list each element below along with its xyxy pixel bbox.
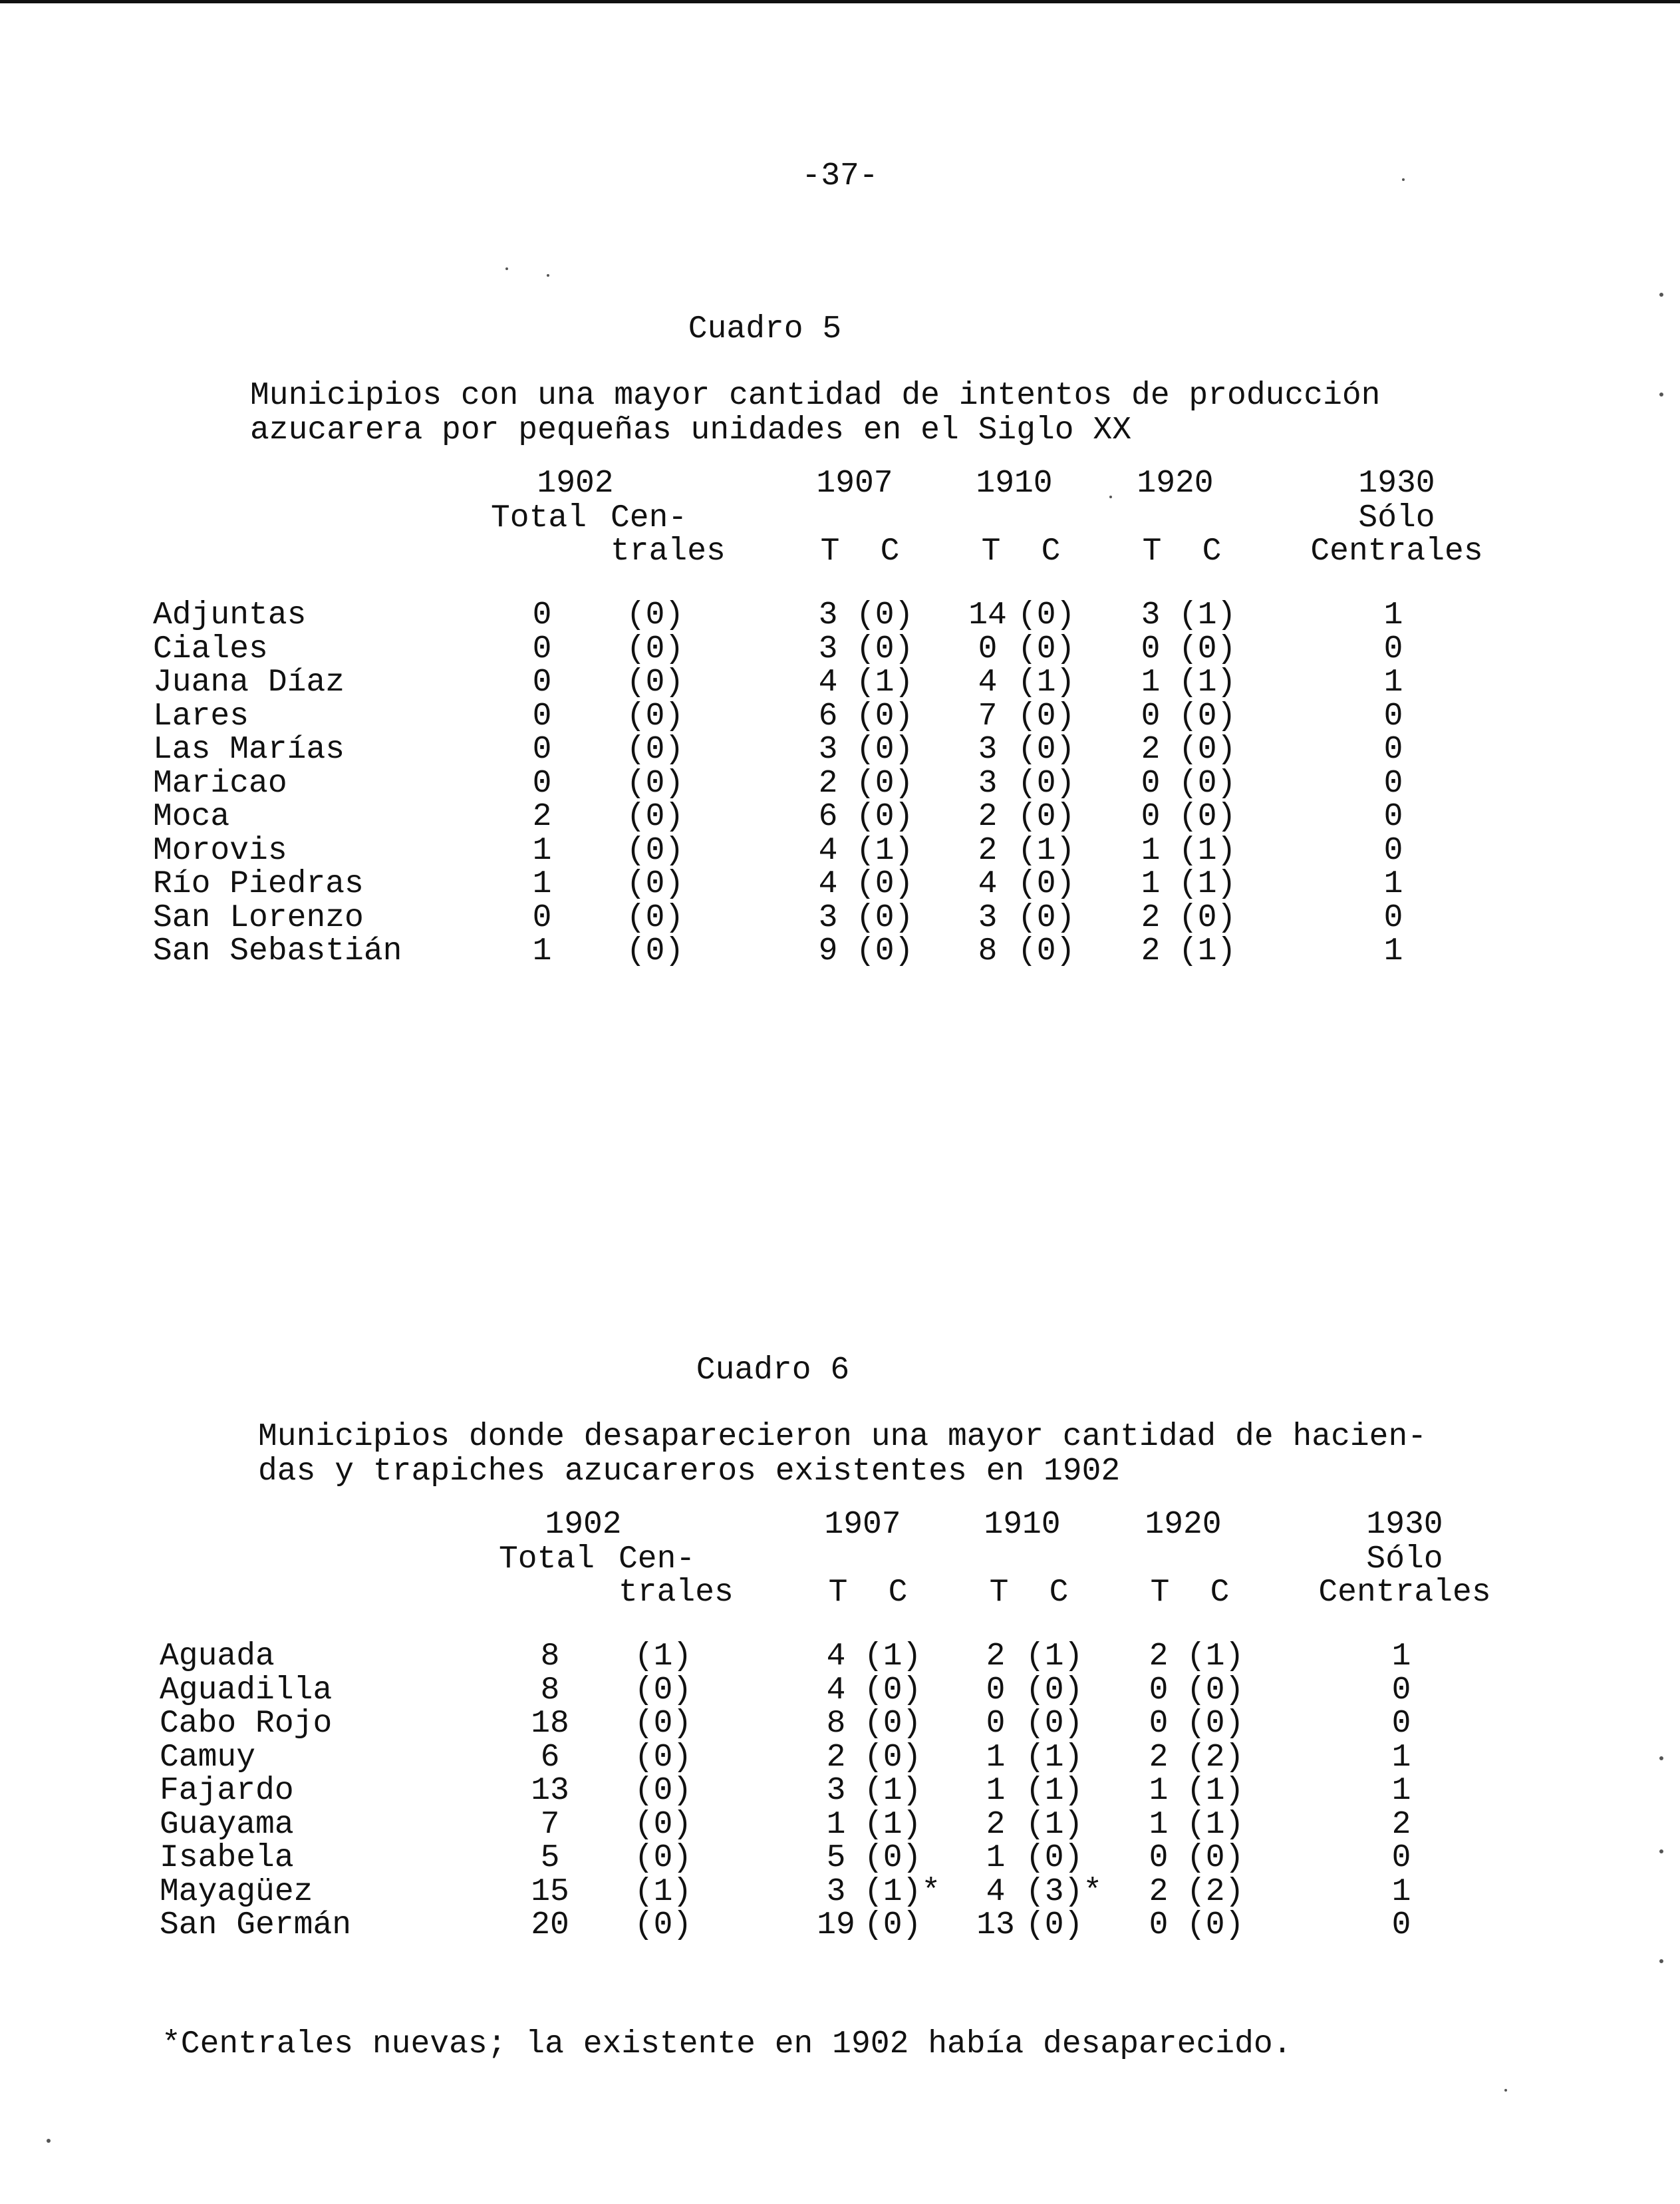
cell-1930-centrales: 1 (1391, 1773, 1411, 1809)
cell-1910-c: (0) (1018, 631, 1075, 667)
cell-1920-c: (0) (1187, 1907, 1244, 1943)
scan-speck (1659, 393, 1663, 396)
cell-1910-c: (1) (1018, 665, 1075, 701)
header-1907: 1907 (816, 466, 893, 502)
cell-1910-t: 2 (986, 1807, 1006, 1843)
header-1930: 1930 (1358, 466, 1435, 502)
cell-1902-total: 0 (532, 732, 552, 768)
cell-1907-c: (0) (856, 766, 914, 802)
cell-1907-t: 9 (818, 933, 838, 969)
header-1910: 1910 (976, 466, 1053, 502)
municipio-name: San Germán (160, 1907, 352, 1943)
cell-1930-centrales: 1 (1391, 1874, 1411, 1910)
table-title-line: Municipios con una mayor cantidad de intentos de producción (250, 378, 1381, 414)
cell-1930-centrales: 0 (1383, 900, 1403, 936)
cell-1920-t: 0 (1141, 699, 1161, 734)
cell-1907-c: (0) (864, 1840, 922, 1876)
cell-1907-c: (1) (864, 1773, 922, 1809)
municipio-name: Camuy (160, 1740, 256, 1776)
cell-1902-centrales: (1) (634, 1639, 692, 1674)
cell-1907-t: 3 (826, 1773, 846, 1809)
cell-1920-c: (1) (1179, 933, 1236, 969)
cell-1907-c: (1) (864, 1639, 922, 1674)
municipio-name: Maricao (153, 766, 287, 802)
cell-1902-centrales: (0) (626, 933, 684, 969)
cell-1907-t: 3 (818, 732, 838, 768)
cell-1920-t: 0 (1149, 1907, 1169, 1943)
header-c: C (888, 1575, 908, 1611)
cell-1902-total: 1 (532, 933, 552, 969)
header-1920: 1920 (1145, 1507, 1222, 1543)
scan-speck (1504, 2089, 1507, 2092)
cell-1902-total: 7 (540, 1807, 560, 1843)
cell-1930-centrales: 2 (1391, 1807, 1411, 1843)
cell-1902-centrales: (0) (634, 1706, 692, 1742)
municipio-name: Cabo Rojo (160, 1706, 333, 1742)
cell-1907-c: (0) (864, 1672, 922, 1708)
cell-1907-c: (0) (864, 1706, 922, 1742)
table-title-line: Municipios donde desaparecieron una mayor cantidad de hacien- (258, 1419, 1427, 1455)
cell-1907-t: 19 (817, 1907, 855, 1943)
cell-1902-centrales: (0) (634, 1773, 692, 1809)
header-1910: 1910 (984, 1507, 1061, 1543)
cell-1920-c: (0) (1187, 1840, 1244, 1876)
cell-1930-centrales: 1 (1391, 1639, 1411, 1674)
cell-1902-centrales: (0) (626, 597, 684, 633)
header-total: Total (491, 500, 587, 536)
cell-1907-t: 6 (818, 699, 838, 734)
cell-1902-total: 18 (531, 1706, 569, 1742)
cell-1907-t: 4 (818, 833, 838, 869)
cell-1910-c: (0) (1018, 900, 1075, 936)
header-1920: 1920 (1137, 466, 1214, 502)
cell-1910-t: 14 (968, 597, 1007, 633)
scan-speck (47, 2139, 51, 2143)
municipio-name: Ciales (153, 631, 268, 667)
cell-1902-total: 1 (532, 866, 552, 902)
cell-1910-t: 1 (986, 1740, 1006, 1776)
scan-speck (547, 274, 549, 277)
municipio-name: Río Piedras (153, 866, 364, 902)
cell-1902-centrales: (0) (626, 833, 684, 869)
cell-1907-c: (0) (856, 799, 914, 835)
cell-1920-c: (0) (1187, 1672, 1244, 1708)
cell-1920-c: (0) (1179, 631, 1236, 667)
cell-1920-t: 2 (1149, 1874, 1169, 1910)
cell-1920-c: (1) (1187, 1807, 1244, 1843)
cell-1902-centrales: (0) (626, 866, 684, 902)
cell-1930-centrales: 0 (1383, 699, 1403, 734)
scan-speck (1659, 293, 1663, 297)
cell-1907-t: 3 (818, 900, 838, 936)
cell-1930-centrales: 0 (1383, 799, 1403, 835)
cell-1920-t: 1 (1149, 1807, 1169, 1843)
cell-1910-c: (1) (1026, 1807, 1083, 1843)
header-cen: Cen- (611, 500, 688, 536)
header-1902: 1902 (545, 1507, 622, 1543)
header-total: Total (499, 1541, 595, 1577)
header-c: C (1202, 534, 1222, 569)
cell-1920-c: (0) (1179, 766, 1236, 802)
cell-1910-t: 2 (978, 833, 998, 869)
header-t: T (1142, 534, 1162, 569)
cell-1907-c: (0) (856, 597, 914, 633)
cell-1902-total: 0 (532, 699, 552, 734)
cell-1920-t: 1 (1149, 1773, 1169, 1809)
cell-1907-c: (0) (856, 933, 914, 969)
cell-1902-total: 1 (532, 833, 552, 869)
cell-1902-total: 0 (532, 766, 552, 802)
table-title-line: das y trapiches azucareros existentes en 1902 (258, 1454, 1121, 1490)
municipio-name: Mayagüez (160, 1874, 313, 1910)
cell-1902-centrales: (0) (634, 1672, 692, 1708)
cell-1930-centrales: 0 (1391, 1672, 1411, 1708)
header-t: T (828, 1575, 848, 1611)
cell-1907-c: (0) (856, 866, 914, 902)
cell-1902-centrales: (0) (626, 732, 684, 768)
cell-1910-t: 4 (986, 1874, 1006, 1910)
cell-1907-c: (0) (856, 900, 914, 936)
scan-speck (1109, 496, 1112, 498)
cell-1902-total: 0 (532, 900, 552, 936)
cell-1920-t: 0 (1141, 799, 1161, 835)
cell-1907-c: (0) (864, 1907, 922, 1943)
cell-1930-centrales: 0 (1391, 1706, 1411, 1742)
municipio-name: Isabela (160, 1840, 294, 1876)
cell-1920-c: (1) (1187, 1639, 1244, 1674)
cell-1930-centrales: 1 (1383, 665, 1403, 701)
cell-1930-centrales: 1 (1391, 1740, 1411, 1776)
cell-1910-c: (1) (1026, 1639, 1083, 1674)
scan-speck (1659, 1756, 1663, 1760)
cell-1902-total: 0 (532, 631, 552, 667)
cell-1902-centrales: (0) (626, 631, 684, 667)
cell-1910-t: 0 (986, 1706, 1006, 1742)
cell-1907-c: (0) (856, 699, 914, 734)
header-c: C (1041, 534, 1061, 569)
header-trales: trales (619, 1575, 734, 1611)
cell-1910-t: 8 (978, 933, 998, 969)
scan-speck (1659, 1849, 1663, 1853)
table-title-line: azucarera por pequeñas unidades en el Siglo XX (250, 412, 1132, 448)
cell-1920-c: (1) (1187, 1773, 1244, 1809)
cell-1920-c: (0) (1179, 732, 1236, 768)
cell-1902-centrales: (0) (626, 900, 684, 936)
cell-1902-centrales: (0) (634, 1840, 692, 1876)
cell-1902-total: 13 (531, 1773, 569, 1809)
cell-1910-c: (0) (1026, 1840, 1083, 1876)
page-number: -37- (801, 158, 879, 194)
cell-1920-t: 0 (1149, 1840, 1169, 1876)
footnote: *Centrales nuevas; la existente en 1902 había desaparecido. (162, 2026, 1292, 2062)
cell-1920-t: 1 (1141, 665, 1161, 701)
municipio-name: Aguada (160, 1639, 275, 1674)
municipio-name: San Sebastián (153, 933, 402, 969)
cell-1902-total: 15 (531, 1874, 569, 1910)
cell-1907-t: 3 (826, 1874, 846, 1910)
municipio-name: Las Marías (153, 732, 345, 768)
municipio-name: Juana Díaz (153, 665, 345, 701)
municipio-name: Moca (153, 799, 230, 835)
cell-1907-c: (1) (856, 833, 914, 869)
cell-1930-centrales: 1 (1383, 866, 1403, 902)
header-solo: Sólo (1366, 1541, 1443, 1577)
cell-1920-c: (1) (1179, 665, 1236, 701)
cell-1920-t: 2 (1141, 900, 1161, 936)
municipio-name: Aguadilla (160, 1672, 333, 1708)
cell-1902-centrales: (0) (626, 799, 684, 835)
scan-speck (505, 267, 508, 270)
cell-1907-t: 4 (818, 866, 838, 902)
cell-1920-c: (0) (1179, 799, 1236, 835)
cell-1907-c: (0) (864, 1740, 922, 1776)
cell-1910-c: (0) (1026, 1672, 1083, 1708)
cell-1910-t: 7 (978, 699, 998, 734)
municipio-name: Lares (153, 699, 249, 734)
cell-1902-centrales: (0) (634, 1807, 692, 1843)
cell-1930-centrales: 0 (1383, 631, 1403, 667)
cell-1920-t: 0 (1149, 1672, 1169, 1708)
cell-1902-total: 2 (532, 799, 552, 835)
cell-1920-c: (1) (1179, 833, 1236, 869)
cell-1902-total: 6 (540, 1740, 560, 1776)
cell-1907-t: 3 (818, 597, 838, 633)
header-centrales: Centrales (1318, 1575, 1491, 1611)
cell-1910-t: 2 (978, 799, 998, 835)
header-t: T (1150, 1575, 1170, 1611)
header-c: C (1049, 1575, 1069, 1611)
cell-1907-t: 4 (826, 1672, 846, 1708)
cell-1920-c: (1) (1179, 597, 1236, 633)
cell-1907-t: 3 (818, 631, 838, 667)
cell-1930-centrales: 0 (1391, 1840, 1411, 1876)
header-t: T (820, 534, 840, 569)
cell-1920-t: 2 (1141, 933, 1161, 969)
header-1907: 1907 (824, 1507, 901, 1543)
cell-1930-centrales: 1 (1383, 597, 1403, 633)
municipio-name: San Lorenzo (153, 900, 364, 936)
cell-1902-total: 0 (532, 597, 552, 633)
cell-1902-centrales: (0) (626, 699, 684, 734)
cell-1910-t: 4 (978, 665, 998, 701)
cell-1910-t: 3 (978, 900, 998, 936)
cell-1920-c: (0) (1179, 699, 1236, 734)
scan-speck (1659, 1959, 1663, 1963)
cell-1910-c: (0) (1018, 933, 1075, 969)
cell-1930-centrales: 0 (1391, 1907, 1411, 1943)
header-cen: Cen- (619, 1541, 696, 1577)
cell-1902-total: 8 (540, 1672, 560, 1708)
cell-1902-centrales: (0) (626, 665, 684, 701)
cell-1910-t: 13 (976, 1907, 1015, 1943)
municipio-name: Adjuntas (153, 597, 307, 633)
cell-1907-t: 8 (826, 1706, 846, 1742)
cell-1920-t: 0 (1141, 766, 1161, 802)
cell-1907-t: 2 (826, 1740, 846, 1776)
scan-top-border (0, 0, 1680, 3)
scan-speck (1402, 178, 1405, 181)
header-solo: Sólo (1358, 500, 1435, 536)
cell-1910-t: 1 (986, 1773, 1006, 1809)
cell-1902-total: 20 (531, 1907, 569, 1943)
cell-1910-c: (3)* (1026, 1874, 1103, 1910)
cell-1930-centrales: 0 (1383, 833, 1403, 869)
cell-1907-c: (0) (856, 732, 914, 768)
header-t: T (981, 534, 1001, 569)
cell-1910-t: 2 (986, 1639, 1006, 1674)
cell-1902-centrales: (0) (634, 1740, 692, 1776)
cell-1920-c: (2) (1187, 1740, 1244, 1776)
cell-1907-c: (1)* (864, 1874, 941, 1910)
cell-1910-t: 3 (978, 766, 998, 802)
cell-1920-c: (1) (1179, 866, 1236, 902)
header-1902: 1902 (537, 466, 614, 502)
cell-1910-c: (0) (1018, 732, 1075, 768)
cell-1920-c: (2) (1187, 1874, 1244, 1910)
cell-1910-t: 0 (978, 631, 998, 667)
cell-1910-c: (0) (1018, 866, 1075, 902)
cell-1907-c: (1) (856, 665, 914, 701)
cell-1920-t: 0 (1149, 1706, 1169, 1742)
cell-1910-c: (0) (1018, 799, 1075, 835)
cell-1910-t: 4 (978, 866, 998, 902)
cell-1910-c: (0) (1018, 766, 1075, 802)
cell-1907-c: (0) (856, 631, 914, 667)
cell-1920-t: 1 (1141, 833, 1161, 869)
cell-1910-t: 1 (986, 1840, 1006, 1876)
cell-1907-t: 2 (818, 766, 838, 802)
cell-1920-t: 2 (1149, 1740, 1169, 1776)
table-caption: Cuadro 6 (696, 1352, 850, 1388)
cell-1920-c: (0) (1187, 1706, 1244, 1742)
cell-1910-c: (1) (1026, 1740, 1083, 1776)
cell-1910-c: (0) (1026, 1706, 1083, 1742)
header-c: C (880, 534, 900, 569)
cell-1902-centrales: (0) (626, 766, 684, 802)
cell-1907-t: 4 (826, 1639, 846, 1674)
cell-1920-t: 1 (1141, 866, 1161, 902)
cell-1902-centrales: (0) (634, 1907, 692, 1943)
cell-1910-c: (0) (1026, 1907, 1083, 1943)
cell-1920-t: 0 (1141, 631, 1161, 667)
municipio-name: Fajardo (160, 1773, 294, 1809)
cell-1907-t: 5 (826, 1840, 846, 1876)
cell-1930-centrales: 0 (1383, 732, 1403, 768)
header-trales: trales (611, 534, 726, 569)
cell-1907-t: 4 (818, 665, 838, 701)
header-1930: 1930 (1366, 1507, 1443, 1543)
cell-1910-c: (1) (1026, 1773, 1083, 1809)
municipio-name: Guayama (160, 1807, 294, 1843)
cell-1920-c: (0) (1179, 900, 1236, 936)
cell-1902-centrales: (1) (634, 1874, 692, 1910)
cell-1910-c: (0) (1018, 597, 1075, 633)
header-t: T (989, 1575, 1009, 1611)
cell-1920-t: 2 (1141, 732, 1161, 768)
cell-1920-t: 3 (1141, 597, 1161, 633)
cell-1910-c: (0) (1018, 699, 1075, 734)
cell-1920-t: 2 (1149, 1639, 1169, 1674)
cell-1902-total: 5 (540, 1840, 560, 1876)
cell-1910-t: 0 (986, 1672, 1006, 1708)
cell-1930-centrales: 1 (1383, 933, 1403, 969)
cell-1930-centrales: 0 (1383, 766, 1403, 802)
cell-1907-c: (1) (864, 1807, 922, 1843)
table-caption: Cuadro 5 (688, 311, 842, 347)
cell-1910-t: 3 (978, 732, 998, 768)
cell-1902-total: 0 (532, 665, 552, 701)
header-c: C (1210, 1575, 1230, 1611)
cell-1902-total: 8 (540, 1639, 560, 1674)
cell-1907-t: 1 (826, 1807, 846, 1843)
cell-1907-t: 6 (818, 799, 838, 835)
cell-1910-c: (1) (1018, 833, 1075, 869)
header-centrales: Centrales (1310, 534, 1483, 569)
municipio-name: Morovis (153, 833, 287, 869)
